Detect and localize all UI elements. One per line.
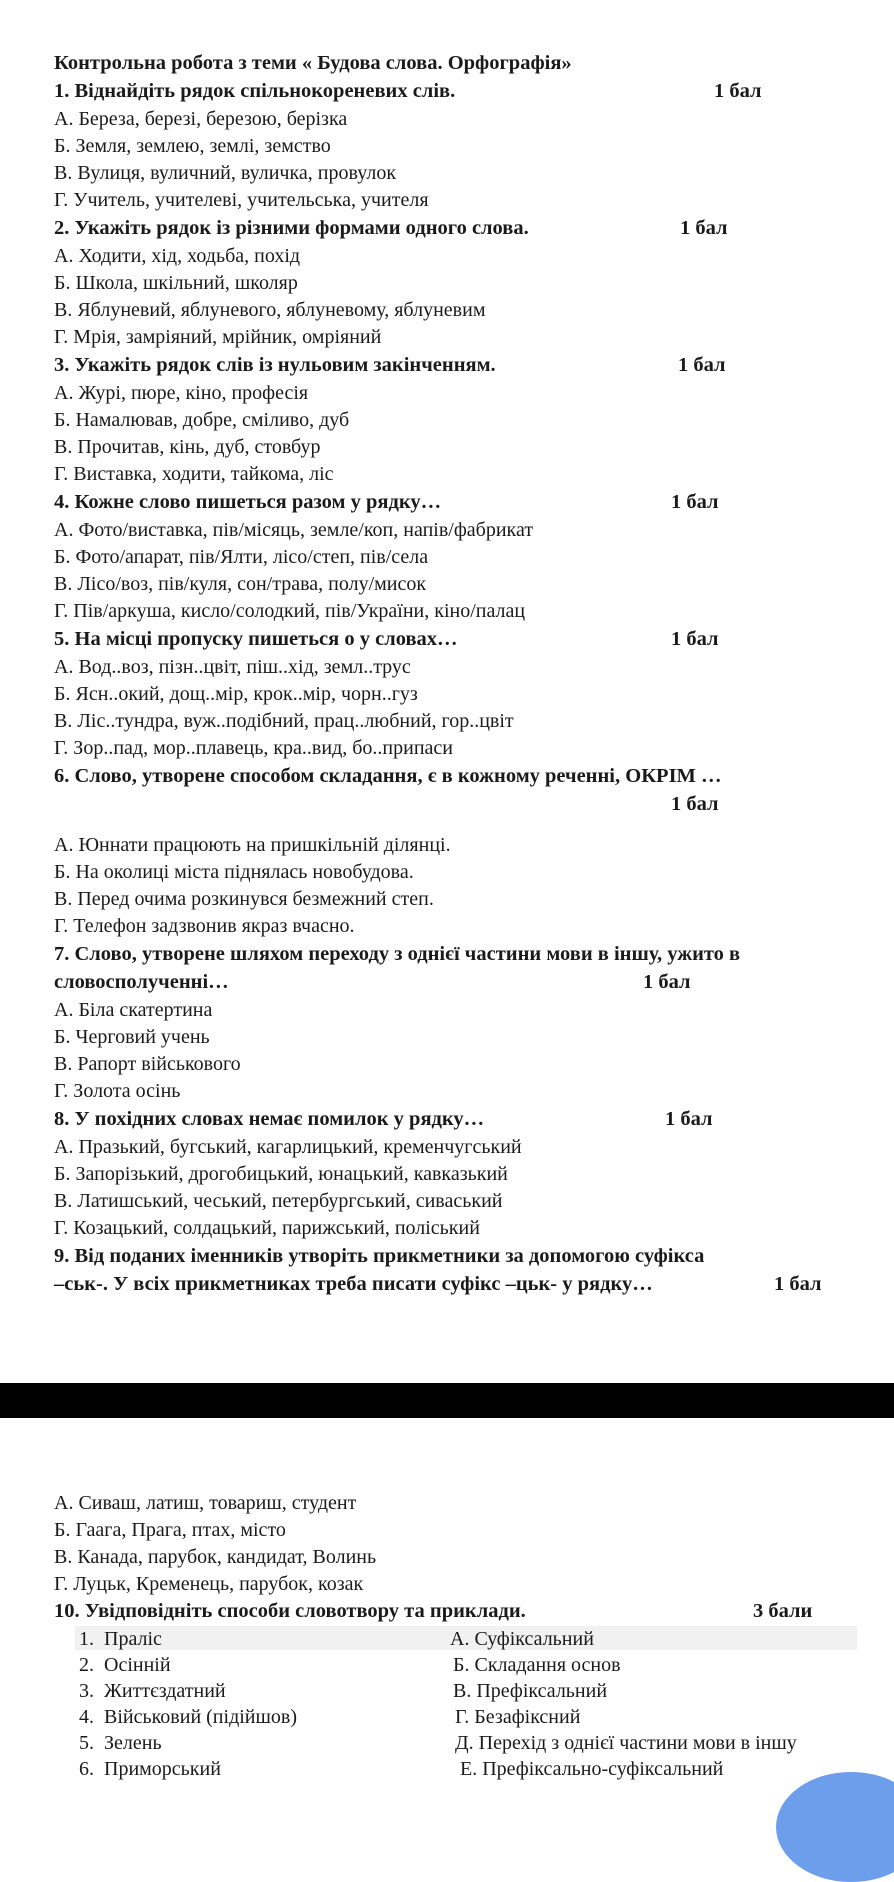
option: Б. На околиці міста піднялась новобудова. — [54, 861, 414, 883]
question-10 — [54, 1600, 813, 1623]
option: Б. Школа, шкільний, школяр — [54, 272, 298, 294]
option: Г. Виставка, ходити, тайкома, ліс — [54, 463, 334, 485]
item-text: Життєздатний — [104, 1680, 226, 1702]
question-9 — [54, 1245, 704, 1268]
option: Г. Телефон задзвонив якраз вчасно. — [54, 915, 355, 937]
option: В. Латишський, чеський, петербургський, сиваський — [54, 1190, 503, 1212]
question-text: 10. Увідповідніть способи словотвору та приклади. — [54, 1600, 526, 1622]
option: А. Сиваш, латиш, товариш, студент — [54, 1492, 357, 1514]
question-text: 3. Укажіть рядок слів із нульовим закінченням. — [54, 354, 496, 376]
question-7 — [54, 943, 740, 966]
option: Б. Ясн..окий, дощ..мір, крок..мір, чорн..гуз — [54, 683, 418, 705]
option: Б. Намалював, добре, сміливо, дуб — [54, 409, 350, 431]
question-text: 8. У похідних словах немає помилок у рядку… — [54, 1108, 485, 1130]
option: А. Ходити, хід, ходьба, похід — [54, 245, 301, 267]
option: Г. Козацький, солдацький, парижський, поліський — [54, 1217, 480, 1239]
option: А. Фото/виставка, пів/місяць, земле/коп, напів/фабрикат — [54, 519, 534, 541]
option: А. Вод..воз, пізн..цвіт, піш..хід, земл..трус — [54, 656, 411, 678]
option: А. Празький, бугський, кагарлицький, кременчугський — [54, 1136, 522, 1158]
match-right-item: Г. Безафіксний — [455, 1706, 581, 1728]
question-text: словосполученні… — [54, 971, 229, 993]
item-text: Осінній — [104, 1654, 171, 1676]
question-1 — [54, 80, 762, 103]
question-points: 1 бал — [774, 1273, 822, 1295]
match-left-item — [64, 1732, 162, 1755]
item-number: 4. — [79, 1706, 94, 1728]
question-7-cont — [54, 971, 691, 994]
question-2 — [54, 217, 728, 240]
option: Б. Запорізький, дрогобицький, юнацький, кавказький — [54, 1163, 508, 1185]
item-number: 2. — [79, 1654, 94, 1676]
option: В. Рапорт військового — [54, 1053, 241, 1075]
question-9-cont — [54, 1273, 822, 1296]
question-4 — [54, 491, 719, 514]
question-text: –ськ-. У всіх прикметниках треба писати суфікс –цьк- у рядку… — [54, 1273, 653, 1295]
option: А. Юннати працюють на пришкільній ділянці. — [54, 834, 451, 856]
question-points: 1 бал — [671, 628, 719, 650]
item-number: 3. — [79, 1680, 94, 1702]
item-text: Зелень — [104, 1732, 162, 1754]
worksheet-title: Контрольна робота з теми « Будова слова. Орфографія» — [54, 52, 572, 74]
option: В. Канада, парубок, кандидат, Волинь — [54, 1546, 377, 1568]
option: Г. Мрія, замріяний, мрійник, омріяний — [54, 326, 382, 348]
question-points: 1 бал — [665, 1108, 713, 1130]
option: Б. Фото/апарат, пів/Ялти, лісо/степ, пів/села — [54, 546, 429, 568]
option: А. Біла скатертина — [54, 999, 213, 1021]
question-points: 1 бал — [671, 491, 719, 513]
option: А. Береза, березі, березою, берізка — [54, 108, 348, 130]
question-6 — [54, 765, 722, 788]
question-text: 9. Від поданих іменників утворіть прикметники за допомогою суфікса — [54, 1245, 705, 1267]
item-text: Приморський — [104, 1758, 221, 1780]
option: В. Прочитав, кінь, дуб, стовбур — [54, 436, 321, 458]
item-text: Праліс — [104, 1628, 162, 1650]
question-text: 7. Слово, утворене шляхом переходу з однієї частини мови в іншу, ужито в — [54, 943, 741, 965]
option: А. Журі, пюре, кіно, професія — [54, 382, 309, 404]
page-divider — [0, 1383, 894, 1418]
option: Г. Пів/аркуша, кисло/солодкий, пів/України, кіно/палац — [54, 600, 526, 622]
question-points: 3 бали — [753, 1600, 813, 1622]
match-left-item — [64, 1654, 171, 1677]
question-points: 1 бал — [680, 217, 728, 239]
match-left-item — [64, 1758, 221, 1781]
option: Г. Золота осінь — [54, 1080, 181, 1102]
question-text: 2. Укажіть рядок із різними формами одного слова. — [54, 217, 529, 239]
match-right-item: А. Суфіксальний — [450, 1628, 594, 1650]
question-points: 1 бал — [643, 971, 691, 993]
option: Г. Зор..пад, мор..плавець, кра..вид, бо..припаси — [54, 737, 453, 759]
question-8 — [54, 1108, 713, 1131]
question-text: 6. Слово, утворене способом складання, є в кожному реченні, ОКРІМ … — [54, 765, 722, 787]
match-left-item — [64, 1706, 297, 1729]
question-3 — [54, 354, 726, 377]
match-left-item — [64, 1628, 162, 1651]
option: В. Лісо/воз, пів/куля, сон/трава, полу/мисок — [54, 573, 427, 595]
option: Г. Учитель, учителеві, учительська, учителя — [54, 189, 429, 211]
match-right-item: Б. Складання основ — [453, 1654, 621, 1676]
item-number: 5. — [79, 1732, 94, 1754]
question-text: 5. На місці пропуску пишеться о у словах… — [54, 628, 458, 650]
match-right-item: Д. Перехід з однієї частини мови в іншу — [455, 1732, 797, 1754]
question-text: 4. Кожне слово пишеться разом у рядку… — [54, 491, 442, 513]
option: Б. Земля, землею, землі, земство — [54, 135, 331, 157]
blue-circle-overlay — [776, 1772, 894, 1882]
option: В. Вулиця, вуличний, вуличка, провулок — [54, 162, 397, 184]
option: Б. Гаага, Прага, птах, місто — [54, 1519, 286, 1541]
question-points: 1 бал — [678, 354, 726, 376]
question-text: 1. Віднайдіть рядок спільнокореневих слів. — [54, 80, 456, 102]
option: Б. Черговий учень — [54, 1026, 210, 1048]
match-right-item: Е. Префіксально-суфіксальний — [460, 1758, 724, 1780]
option: В. Яблуневий, яблуневого, яблуневому, яблуневим — [54, 299, 486, 321]
option: Г. Луцьк, Кременець, парубок, козак — [54, 1573, 364, 1595]
option: В. Ліс..тундра, вуж..подібний, прац..любний, гор..цвіт — [54, 710, 514, 732]
item-number: 1. — [79, 1628, 94, 1650]
question-points: 1 бал — [671, 793, 719, 815]
question-5 — [54, 628, 719, 651]
match-right-item: В. Префіксальний — [453, 1680, 608, 1702]
question-points: 1 бал — [714, 80, 762, 102]
option: В. Перед очима розкинувся безмежний степ. — [54, 888, 434, 910]
match-left-item — [64, 1680, 226, 1703]
item-text: Військовий (підійшов) — [104, 1706, 298, 1728]
item-number: 6. — [79, 1758, 94, 1780]
